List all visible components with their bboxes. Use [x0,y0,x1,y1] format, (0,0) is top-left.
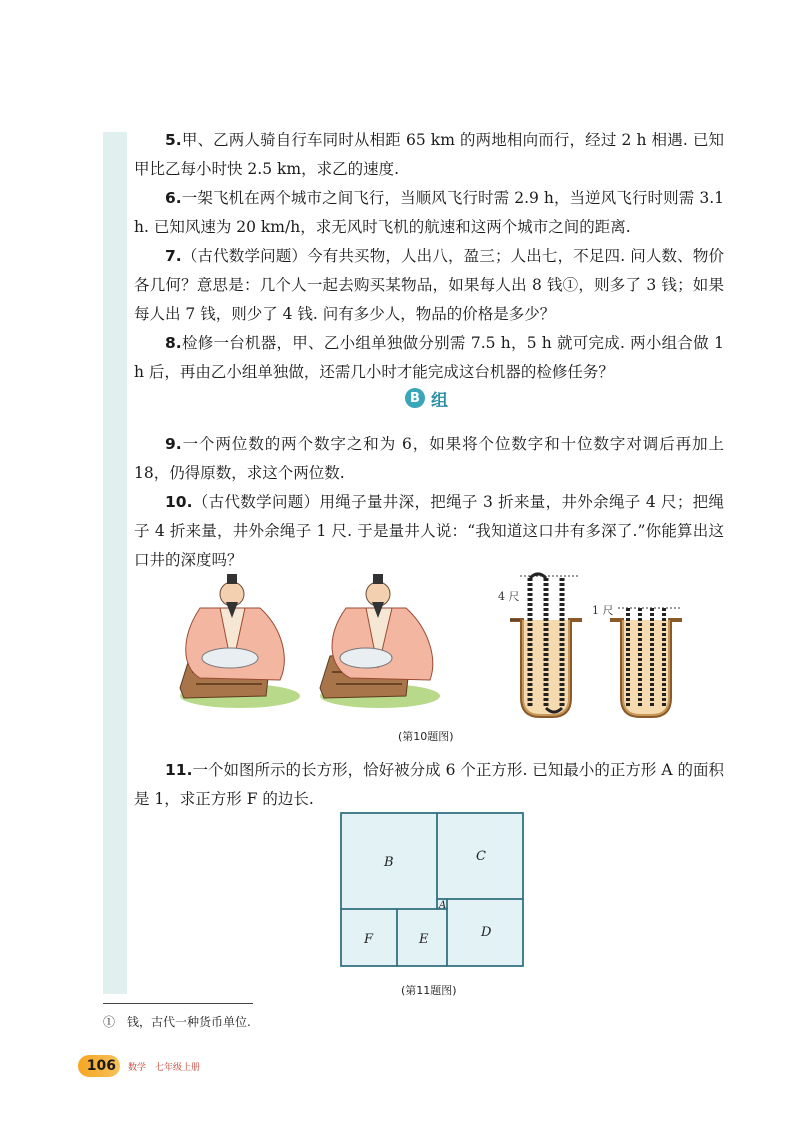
problem-6: 6.一架飞机在两个城市之间飞行，当顺风飞行时需 2.9 h，当逆风飞行时则需 3.1 h. 已知风速为 20 km/h，求无风时飞机的航速和这两个城市之间的距离. [134,189,724,236]
label-b: B [384,855,394,870]
problem-11-block [134,756,724,814]
margin-strip [103,132,127,994]
label-1-chi: 1 尺 [592,604,614,617]
label-f: F [364,932,374,947]
label-c: C [476,849,486,864]
page-number: 106 [78,1055,120,1077]
problem-10: 10.（古代数学问题）用绳子量井深，把绳子 3 折来量，井外余绳子 4 尺；把绳子 4 折来量，井外余绳子 1 尺. 于是量井人说：“我知道这口井有多深了.”你能算出这口井的深度吗？ [134,493,724,569]
label-d: D [481,925,492,940]
figure-11-caption: (第11题图) [401,984,457,997]
group-badge: B [405,388,425,408]
scholar-illustration-2 [320,574,440,708]
scholar-illustration-1 [180,574,300,708]
page-footer [78,1055,200,1077]
label-a: A [439,900,447,911]
figure-10-caption: (第10题图) [398,730,454,743]
problem-11: 11.一个如图所示的长方形，恰好被分成 6 个正方形. 已知最小的正方形 A 的面积是 1，求正方形 F 的边长. [134,761,724,808]
footnote-rule [103,1003,253,1004]
problem-7: 7.（古代数学问题）今有共买物，人出八，盈三；人出七，不足四. 问人数、物价各几何？意思是：几个人一起去购买某物品，如果每人出 8 钱①，则多了 3 钱；如果每人出 7 钱，则少了 4 钱. 问有多少人，物品的价格是多少？ [134,247,724,323]
figure-11 [340,812,524,968]
group-label: 组 [431,390,448,411]
label-4-chi: 4 尺 [498,590,520,603]
well-diagram-4-fold [592,604,682,716]
figure-10 [170,568,690,718]
problem-9: 9.一个两位数的两个数字之和为 6，如果将个位数字和十位数字对调后再加上 18，仍得原数，求这个两位数. [134,435,724,482]
label-e: E [419,932,429,947]
footnote: ① 钱，古代一种货币单位. [103,1015,251,1029]
problems-a [134,126,724,387]
problem-8: 8.检修一台机器，甲、乙小组单独做分别需 7.5 h，5 h 就可完成. 两小组合做 1 h 后，再由乙小组单独做，还需几小时才能完成这台机器的检修任务？ [134,334,724,381]
book-title: 数学 七年级上册 [128,1062,201,1073]
group-b-heading [405,385,448,411]
problems-b [134,430,724,575]
problem-5: 5.甲、乙两人骑自行车同时从相距 65 km 的两地相向而行，经过 2 h 相遇. 已知甲比乙每小时快 2.5 km，求乙的速度. [134,131,724,178]
well-diagram-3-fold [498,574,582,716]
